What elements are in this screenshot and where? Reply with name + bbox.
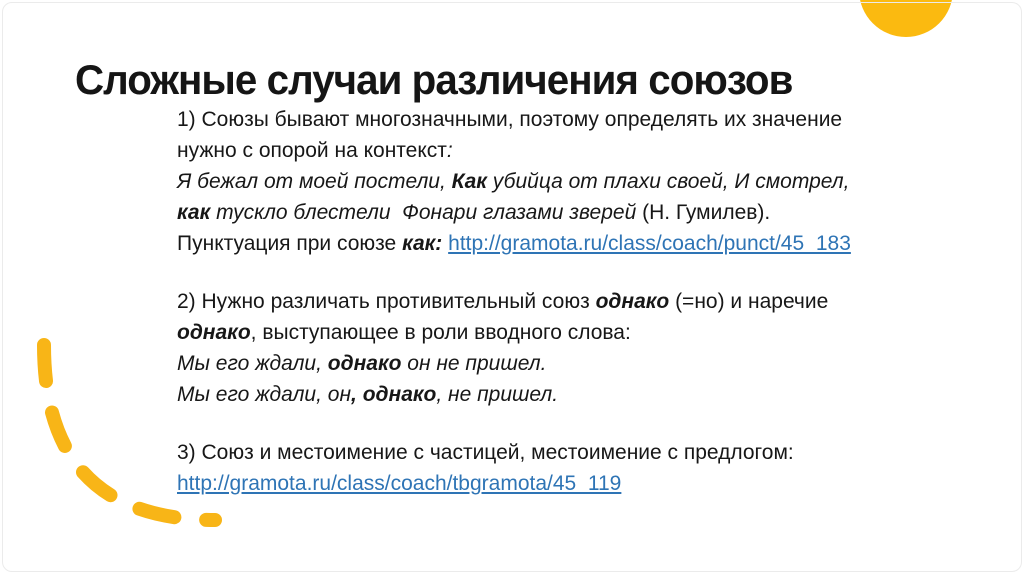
text-span: Как — [451, 170, 487, 193]
hyperlink[interactable]: http://gramota.ru/class/coach/punct/45_183 — [448, 232, 851, 255]
text-span: Мы его ждали, — [177, 352, 328, 375]
text-span: , не пришел. — [436, 383, 559, 406]
text-span: 2) Нужно различать противительный союз — [177, 290, 596, 313]
text-span: (Н. Гумилев). — [642, 201, 771, 224]
text-span: (=но) и наречие — [669, 290, 829, 313]
text-span: : — [446, 139, 453, 162]
text-span: тускло блестели Фонари глазами зверей — [210, 201, 643, 224]
text-span: однако — [177, 321, 251, 344]
text-line — [177, 197, 977, 228]
text-span: 3) Союз и местоимение с частицей, местоимение с предлогом: — [177, 441, 794, 464]
text-span: 1) Союзы бывают многозначными, поэтому определять их значение — [177, 108, 843, 131]
text-span: , выступающее в роли вводного слова: — [250, 321, 631, 344]
text-span: он не пришел. — [401, 352, 547, 375]
text-span: однако — [327, 352, 402, 375]
text-span: Пунктуация при союзе — [177, 232, 403, 255]
text-line — [177, 228, 977, 259]
text-line — [177, 286, 977, 317]
text-line — [177, 348, 977, 379]
text-line — [177, 135, 977, 166]
text-span: , однако — [351, 383, 437, 406]
paragraph — [177, 104, 977, 259]
text-line — [177, 317, 977, 348]
text-span: Мы его ждали, он — [177, 383, 352, 406]
paragraph — [177, 286, 977, 410]
paragraph — [177, 437, 977, 499]
slide-title: Сложные случаи различения союзов — [75, 56, 793, 103]
text-line — [177, 437, 977, 468]
text-span: как — [177, 201, 211, 224]
text-span: убийца от плахи своей, И смотрел, — [486, 170, 850, 193]
hyperlink[interactable]: http://gramota.ru/class/coach/tbgramota/45_119 — [177, 472, 622, 495]
text-span: Я бежал от моей постели, — [177, 170, 452, 193]
text-span: однако — [595, 290, 670, 313]
text-line — [177, 468, 977, 499]
text-span: как: — [402, 232, 443, 255]
text-line — [177, 104, 977, 135]
text-span: нужно с опорой на контекст — [177, 139, 447, 162]
slide-body — [177, 104, 977, 499]
text-line — [177, 379, 977, 410]
corner-circle-decoration — [859, 0, 953, 37]
text-line — [177, 166, 977, 197]
